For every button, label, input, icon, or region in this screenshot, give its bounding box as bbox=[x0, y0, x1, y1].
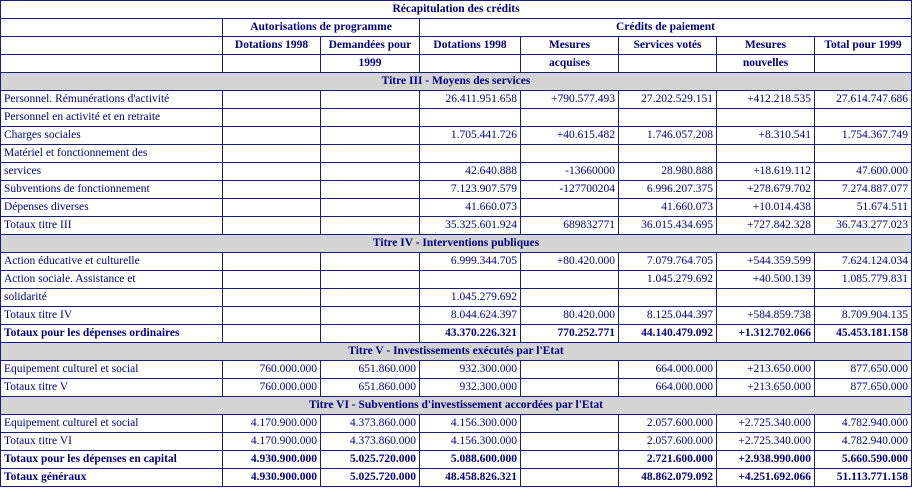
row-label: Totaux pour les dépenses ordinaires bbox=[1, 325, 223, 343]
value-cell bbox=[420, 271, 521, 289]
value-cell: 42.640.888 bbox=[420, 163, 521, 181]
value-cell: 4.930.900.000 bbox=[223, 469, 321, 487]
value-cell bbox=[223, 307, 321, 325]
value-cell: 932.300.000 bbox=[420, 361, 521, 379]
value-cell: 1.746.057.208 bbox=[619, 127, 717, 145]
group-header-ap: Autorisations de programme bbox=[223, 19, 420, 37]
value-cell: +1.312.702.066 bbox=[717, 325, 815, 343]
value-cell: +2.725.340.000 bbox=[717, 415, 815, 433]
value-cell: 877.650.000 bbox=[815, 379, 912, 397]
value-cell bbox=[321, 253, 420, 271]
value-cell: 4.373.860.000 bbox=[321, 433, 420, 451]
section-header-row bbox=[1, 343, 912, 361]
value-cell: 1.085.779.831 bbox=[815, 271, 912, 289]
row-label: Personnel en activité et en retraite bbox=[1, 109, 223, 127]
col-header-services-votes: Services votés bbox=[619, 37, 717, 55]
col-header-ap-dotations-1998: Dotations 1998 bbox=[223, 37, 321, 55]
value-cell: 1.045.279.692 bbox=[619, 271, 717, 289]
value-cell: 651.860.000 bbox=[321, 379, 420, 397]
row-label: Subventions de fonctionnement bbox=[1, 181, 223, 199]
value-cell: 26.411.951.658 bbox=[420, 91, 521, 109]
value-cell bbox=[321, 163, 420, 181]
value-cell bbox=[619, 145, 717, 163]
table-row bbox=[1, 127, 912, 145]
value-cell: 1.754.367.749 bbox=[815, 127, 912, 145]
value-cell: 651.860.000 bbox=[321, 361, 420, 379]
table-row bbox=[1, 253, 912, 271]
value-cell: 7.624.124.034 bbox=[815, 253, 912, 271]
table-row bbox=[1, 379, 912, 397]
row-label: Action éducative et culturelle bbox=[1, 253, 223, 271]
value-cell: 45.453.181.158 bbox=[815, 325, 912, 343]
value-cell bbox=[521, 271, 619, 289]
row-label: services bbox=[1, 163, 223, 181]
row-label: Totaux titre VI bbox=[1, 433, 223, 451]
row-label: Personnel. Rémunérations d'activité bbox=[1, 91, 223, 109]
table-row bbox=[1, 361, 912, 379]
value-cell bbox=[223, 109, 321, 127]
total-row bbox=[1, 451, 912, 469]
group-header-cp: Crédits de paiement bbox=[420, 19, 912, 37]
value-cell: 6.996.207.375 bbox=[619, 181, 717, 199]
section-title: Titre V - Investissements exécutés par l'Etat bbox=[1, 343, 912, 361]
row-label: Totaux titre V bbox=[1, 379, 223, 397]
value-cell bbox=[815, 289, 912, 307]
section-title: Titre III - Moyens des services bbox=[1, 73, 912, 91]
section-header-row bbox=[1, 397, 912, 415]
value-cell bbox=[321, 181, 420, 199]
value-cell bbox=[420, 145, 521, 163]
value-cell: +727.842.328 bbox=[717, 217, 815, 235]
value-cell: 8.125.044.397 bbox=[619, 307, 717, 325]
value-cell: 5.660.590.000 bbox=[815, 451, 912, 469]
value-cell: 2.057.600.000 bbox=[619, 433, 717, 451]
value-cell: 36.015.434.695 bbox=[619, 217, 717, 235]
total-row bbox=[1, 469, 912, 487]
empty-header-cell bbox=[223, 55, 321, 73]
col-header-cp-dotations-1998: Dotations 1998 bbox=[420, 37, 521, 55]
column-header-row-1 bbox=[1, 37, 912, 55]
value-cell: 43.370.226.321 bbox=[420, 325, 521, 343]
total-row bbox=[1, 325, 912, 343]
value-cell: 5.088.600.000 bbox=[420, 451, 521, 469]
value-cell: 689832771 bbox=[521, 217, 619, 235]
table-row bbox=[1, 199, 912, 217]
value-cell bbox=[717, 109, 815, 127]
table-row bbox=[1, 415, 912, 433]
value-cell bbox=[321, 199, 420, 217]
value-cell bbox=[521, 289, 619, 307]
value-cell bbox=[815, 145, 912, 163]
value-cell: 48.862.079.092 bbox=[619, 469, 717, 487]
row-label: Action sociale. Assistance et bbox=[1, 271, 223, 289]
table-row bbox=[1, 109, 912, 127]
table-body bbox=[1, 73, 912, 487]
value-cell: 4.373.860.000 bbox=[321, 415, 420, 433]
value-cell: 1.705.441.726 bbox=[420, 127, 521, 145]
value-cell: 4.170.900.000 bbox=[223, 433, 321, 451]
value-cell: 6.999.344.705 bbox=[420, 253, 521, 271]
section-header-row bbox=[1, 235, 912, 253]
value-cell bbox=[521, 415, 619, 433]
value-cell bbox=[521, 145, 619, 163]
col-header-total-1999: Total pour 1999 bbox=[815, 37, 912, 55]
value-cell bbox=[521, 379, 619, 397]
empty-header-cell bbox=[815, 55, 912, 73]
value-cell bbox=[717, 289, 815, 307]
value-cell bbox=[321, 289, 420, 307]
row-label: Dépenses diverses bbox=[1, 199, 223, 217]
value-cell: 48.458.826.321 bbox=[420, 469, 521, 487]
value-cell: 664.000.000 bbox=[619, 379, 717, 397]
value-cell: 7.079.764.705 bbox=[619, 253, 717, 271]
col-header-ap-demandees-line2: 1999 bbox=[321, 55, 420, 73]
value-cell: 5.025.720.000 bbox=[321, 469, 420, 487]
title-row bbox=[1, 1, 912, 19]
empty-header-cell bbox=[1, 37, 223, 55]
value-cell bbox=[521, 433, 619, 451]
value-cell: 27.202.529.151 bbox=[619, 91, 717, 109]
row-label: solidarité bbox=[1, 289, 223, 307]
section-title: Titre VI - Subventions d'investissement accordées par l'Etat bbox=[1, 397, 912, 415]
value-cell: 41.660.073 bbox=[619, 199, 717, 217]
value-cell bbox=[815, 109, 912, 127]
table-row bbox=[1, 181, 912, 199]
col-header-mesures-nouvelles-line1: Mesures bbox=[717, 37, 815, 55]
value-cell bbox=[321, 217, 420, 235]
value-cell: 760.000.000 bbox=[223, 379, 321, 397]
value-cell bbox=[321, 145, 420, 163]
row-label: Totaux titre IV bbox=[1, 307, 223, 325]
value-cell: 4.930.900.000 bbox=[223, 451, 321, 469]
table-row bbox=[1, 145, 912, 163]
value-cell bbox=[521, 361, 619, 379]
empty-header-cell bbox=[1, 19, 223, 37]
group-header-row bbox=[1, 19, 912, 37]
value-cell: 4.782.940.000 bbox=[815, 433, 912, 451]
empty-header-cell bbox=[1, 55, 223, 73]
value-cell: +213.650.000 bbox=[717, 361, 815, 379]
value-cell: 35.325.601.924 bbox=[420, 217, 521, 235]
value-cell: 27.614.747.686 bbox=[815, 91, 912, 109]
value-cell bbox=[223, 181, 321, 199]
value-cell: 2.721.600.000 bbox=[619, 451, 717, 469]
table-title: Récapitulation des crédits bbox=[1, 1, 912, 19]
value-cell: 4.170.900.000 bbox=[223, 415, 321, 433]
value-cell bbox=[223, 199, 321, 217]
value-cell: 47.600.000 bbox=[815, 163, 912, 181]
value-cell bbox=[223, 217, 321, 235]
value-cell: 760.000.000 bbox=[223, 361, 321, 379]
value-cell bbox=[521, 451, 619, 469]
value-cell: +584.859.738 bbox=[717, 307, 815, 325]
row-label: Totaux généraux bbox=[1, 469, 223, 487]
value-cell: 4.156.300.000 bbox=[420, 415, 521, 433]
value-cell: 7.123.907.579 bbox=[420, 181, 521, 199]
value-cell: +544.359.599 bbox=[717, 253, 815, 271]
value-cell: 770.252.771 bbox=[521, 325, 619, 343]
value-cell bbox=[321, 307, 420, 325]
value-cell: 4.156.300.000 bbox=[420, 433, 521, 451]
value-cell: +40.500.139 bbox=[717, 271, 815, 289]
value-cell: 1.045.279.692 bbox=[420, 289, 521, 307]
section-header-row bbox=[1, 73, 912, 91]
value-cell bbox=[717, 145, 815, 163]
value-cell: 80.420.000 bbox=[521, 307, 619, 325]
table-row bbox=[1, 307, 912, 325]
col-header-mesures-nouvelles-line2: nouvelles bbox=[717, 55, 815, 73]
value-cell: 4.782.940.000 bbox=[815, 415, 912, 433]
value-cell bbox=[223, 253, 321, 271]
table-row bbox=[1, 271, 912, 289]
value-cell: 664.000.000 bbox=[619, 361, 717, 379]
value-cell bbox=[321, 127, 420, 145]
row-label: Totaux titre III bbox=[1, 217, 223, 235]
value-cell bbox=[521, 469, 619, 487]
row-label: Totaux pour les dépenses en capital bbox=[1, 451, 223, 469]
value-cell bbox=[619, 109, 717, 127]
column-header-row-2 bbox=[1, 55, 912, 73]
value-cell: 932.300.000 bbox=[420, 379, 521, 397]
value-cell: 5.025.720.000 bbox=[321, 451, 420, 469]
value-cell: +8.310.541 bbox=[717, 127, 815, 145]
value-cell: 36.743.277.023 bbox=[815, 217, 912, 235]
value-cell bbox=[420, 109, 521, 127]
value-cell: 8.709.904.135 bbox=[815, 307, 912, 325]
value-cell: +2.938.990.000 bbox=[717, 451, 815, 469]
value-cell: +18.619.112 bbox=[717, 163, 815, 181]
row-label: Equipement culturel et social bbox=[1, 361, 223, 379]
value-cell bbox=[223, 163, 321, 181]
value-cell: -127700204 bbox=[521, 181, 619, 199]
value-cell bbox=[223, 127, 321, 145]
value-cell: +4.251.692.066 bbox=[717, 469, 815, 487]
table-row bbox=[1, 433, 912, 451]
value-cell bbox=[223, 325, 321, 343]
table-row bbox=[1, 163, 912, 181]
value-cell bbox=[321, 271, 420, 289]
value-cell: +80.420.000 bbox=[521, 253, 619, 271]
value-cell: +2.725.340.000 bbox=[717, 433, 815, 451]
value-cell: +412.218.535 bbox=[717, 91, 815, 109]
row-label: Charges sociales bbox=[1, 127, 223, 145]
value-cell bbox=[321, 325, 420, 343]
value-cell: 28.980.888 bbox=[619, 163, 717, 181]
row-label: Equipement culturel et social bbox=[1, 415, 223, 433]
value-cell: +278.679.702 bbox=[717, 181, 815, 199]
table-row bbox=[1, 217, 912, 235]
value-cell bbox=[521, 109, 619, 127]
table-row bbox=[1, 91, 912, 109]
value-cell bbox=[223, 271, 321, 289]
value-cell: 7.274.887.077 bbox=[815, 181, 912, 199]
value-cell: +10.014.438 bbox=[717, 199, 815, 217]
empty-header-cell bbox=[619, 55, 717, 73]
col-header-mesures-acquises-line2: acquises bbox=[521, 55, 619, 73]
row-label: Matériel et fonctionnement des bbox=[1, 145, 223, 163]
value-cell: -13660000 bbox=[521, 163, 619, 181]
value-cell bbox=[619, 289, 717, 307]
empty-header-cell bbox=[420, 55, 521, 73]
value-cell: +40.615.482 bbox=[521, 127, 619, 145]
value-cell: 877.650.000 bbox=[815, 361, 912, 379]
value-cell bbox=[521, 199, 619, 217]
value-cell bbox=[321, 91, 420, 109]
value-cell bbox=[223, 289, 321, 307]
value-cell bbox=[321, 109, 420, 127]
value-cell: 41.660.073 bbox=[420, 199, 521, 217]
value-cell: +213.650.000 bbox=[717, 379, 815, 397]
value-cell bbox=[223, 91, 321, 109]
col-header-ap-demandees-line1: Demandées pour bbox=[321, 37, 420, 55]
value-cell: 44.140.479.092 bbox=[619, 325, 717, 343]
value-cell: 51.674.511 bbox=[815, 199, 912, 217]
section-title: Titre IV - Interventions publiques bbox=[1, 235, 912, 253]
col-header-mesures-acquises-line1: Mesures bbox=[521, 37, 619, 55]
value-cell: +790.577.493 bbox=[521, 91, 619, 109]
value-cell: 2.057.600.000 bbox=[619, 415, 717, 433]
value-cell: 51.113.771.158 bbox=[815, 469, 912, 487]
value-cell bbox=[223, 145, 321, 163]
value-cell: 8.044.624.397 bbox=[420, 307, 521, 325]
table-row bbox=[1, 289, 912, 307]
